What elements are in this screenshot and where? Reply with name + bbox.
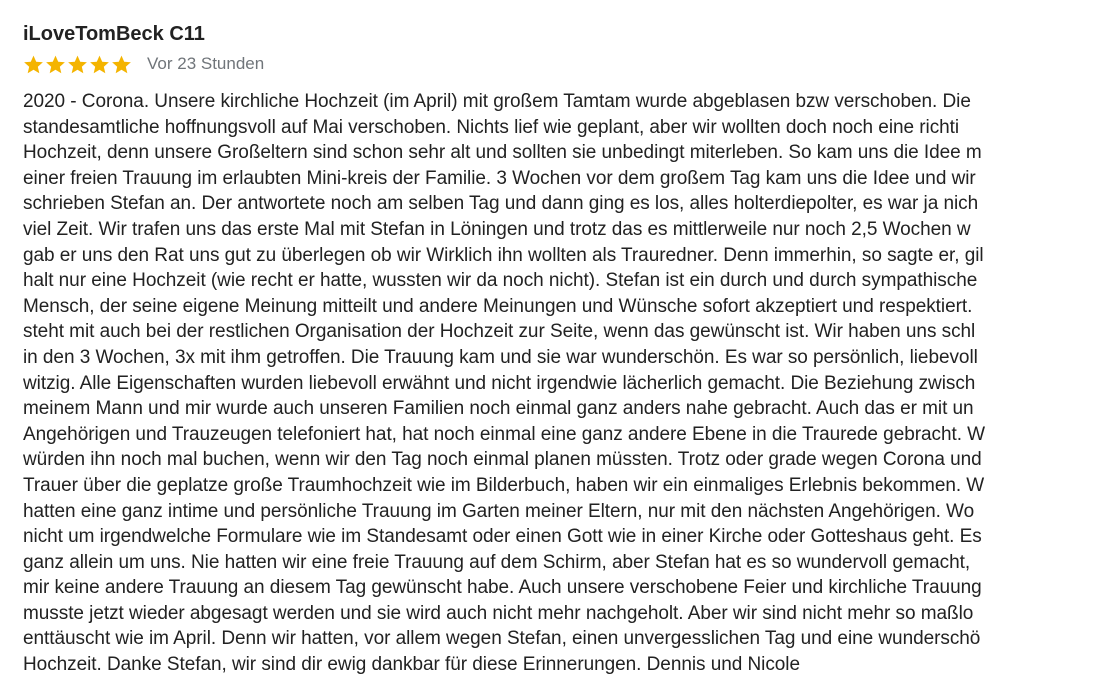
review-text bbox=[23, 89, 1100, 678]
review-text-line: viel Zeit. Wir trafen uns das erste Mal mit Stefan in Löningen und trotz das es mittlerweile nur noch 2,5 Wochen w bbox=[23, 218, 971, 240]
reviewer-name[interactable]: iLoveTomBeck C11 bbox=[23, 23, 205, 45]
review-text-line: nicht um irgendwelche Formulare wie im Standesamt oder einen Gott wie in einer Kirche oder Gotteshaus geht. Es bbox=[23, 526, 982, 548]
review-text-line: mir keine andere Trauung an diesem Tag gewünscht habe. Auch unsere verschobene Feier und kirchliche Trauung bbox=[23, 577, 982, 599]
review-text-line: Angehörigen und Trauzeugen telefoniert hat, hat noch einmal eine ganz andere Ebene in die Traurede gebracht. W bbox=[23, 423, 986, 445]
review-time: Vor 23 Stunden bbox=[147, 54, 265, 73]
review-text-line: würden ihn noch mal buchen, wenn wir den Tag noch einmal planen müssten. Trotz oder grade wegen Corona und bbox=[23, 449, 982, 471]
review-text-line: halt nur eine Hochzeit (wie recht er hatte, wussten wir da noch nicht). Stefan ist ein durch und durch sympathische bbox=[23, 270, 978, 292]
review-text-line: hatten eine ganz intime und persönliche Trauung im Garten meiner Eltern, nur mit den nächsten Angehörigen. Wo bbox=[23, 500, 975, 522]
review-text-line: witzig. Alle Eigenschaften wurden liebevoll erwähnt und nicht irgendwie lächerlich gemacht. Die Beziehung zwisch bbox=[23, 372, 976, 394]
rating-row bbox=[23, 51, 264, 77]
star-icon bbox=[89, 54, 110, 75]
star-icon bbox=[45, 54, 66, 75]
review-text-line: steht mit auch bei der restlichen Organisation der Hochzeit zur Seite, wenn das gewünscht ist. Wir haben uns schl bbox=[23, 321, 976, 343]
review-text-line: schrieben Stefan an. Der antwortete noch am selben Tag und dann ging es los, alles holterdiepolter, es war ja nich bbox=[23, 193, 979, 215]
star-icon bbox=[23, 54, 44, 75]
review-text-line: Hochzeit, denn unsere Großeltern sind schon sehr alt und sollten sie unbedingt miterleben. So kam uns die Idee m bbox=[23, 142, 982, 164]
review-text-line: Trauer über die geplatze große Traumhochzeit wie im Bilderbuch, haben wir ein einmaliges Erlebnis bekommen. W bbox=[23, 474, 985, 496]
review-text-line: einer freien Trauung im erlaubten Mini-kreis der Familie. 3 Wochen vor dem großem Tag kam uns die Idee und wir bbox=[23, 167, 976, 189]
star-icon bbox=[111, 54, 132, 75]
star-icon bbox=[67, 54, 88, 75]
review-text-line: in den 3 Wochen, 3x mit ihm getroffen. Die Trauung kam und sie war wunderschön. Es war so persönlich, liebevoll bbox=[23, 346, 978, 368]
review-text-line: Hochzeit. Danke Stefan, wir sind dir ewig dankbar für diese Erinnerungen. Dennis und Nicole bbox=[23, 654, 800, 676]
review-text-line: enttäuscht wie im April. Denn wir hatten, vor allem wegen Stefan, einen unvergesslichen Tag und eine wunderschö bbox=[23, 628, 981, 650]
review-text-line: meinem Mann und mir wurde auch unseren Familien noch einmal ganz anders nahe gebracht. Auch das er mit un bbox=[23, 398, 974, 420]
review-text-line: Mensch, der seine eigene Meinung mitteilt und andere Meinungen und Wünsche sofort akzeptiert und respektiert. bbox=[23, 295, 973, 317]
review-text-line: ganz allein um uns. Nie hatten wir eine freie Trauung auf dem Schirm, aber Stefan hat es so wundervoll gemacht, bbox=[23, 551, 971, 573]
review-text-line: standesamtliche hoffnungsvoll auf Mai verschoben. Nichts lief wie geplant, aber wir wollten doch noch eine richti bbox=[23, 116, 960, 138]
review-text-line: gab er uns den Rat uns gut zu überlegen ob wir Wirklich ihn wollten als Trauredner. Denn immerhin, so sagte er, gil bbox=[23, 244, 984, 266]
review-text-line: musste jetzt wieder abgesagt werden und sie wird auch nicht mehr nachgeholt. Aber wir sind nicht mehr so maßlo bbox=[23, 602, 974, 624]
review-text-line: 2020 - Corona. Unsere kirchliche Hochzeit (im April) mit großem Tamtam wurde abgeblasen bzw verschoben. Die bbox=[23, 91, 971, 112]
star-rating bbox=[23, 54, 132, 75]
